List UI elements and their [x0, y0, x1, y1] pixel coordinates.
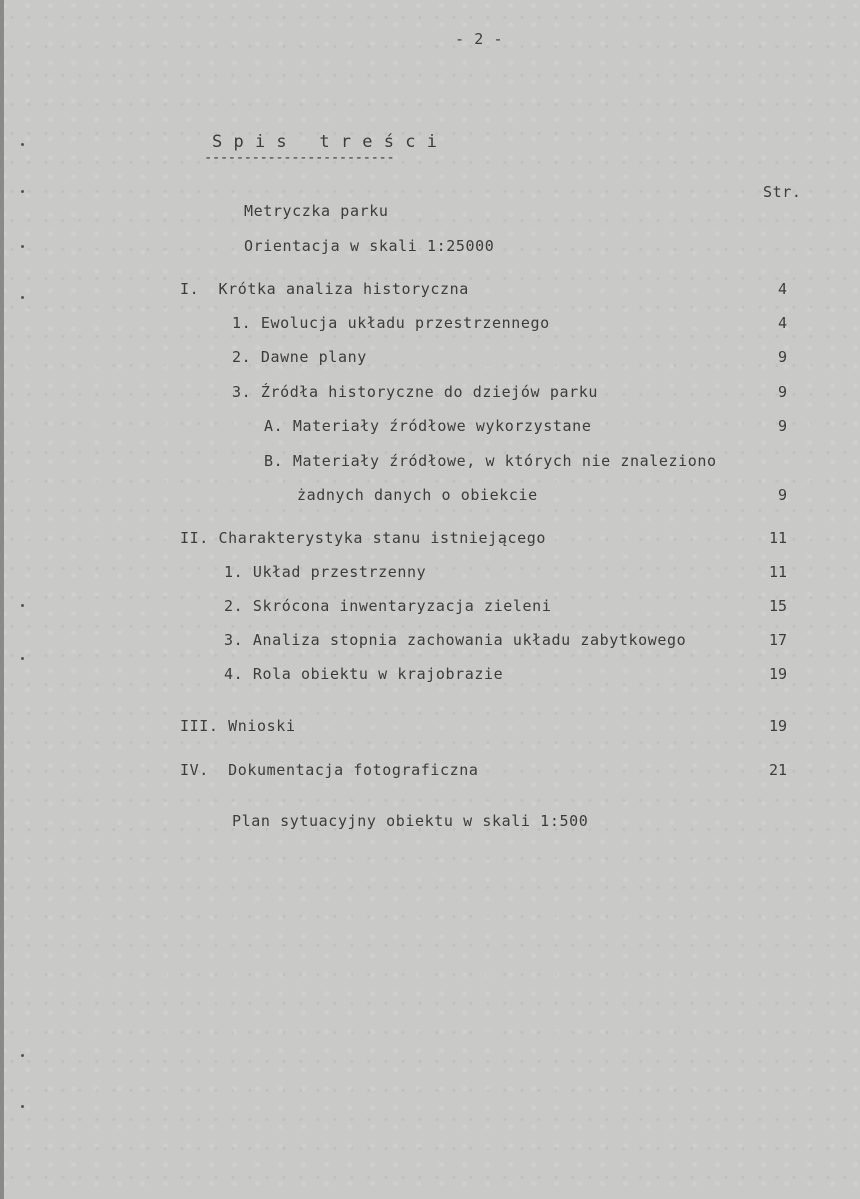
margin-speck — [21, 245, 24, 248]
toc-page-number: 11 — [768, 529, 787, 547]
toc-subsubsection-continued: żadnych danych o obiekcie — [297, 486, 538, 504]
toc-page-number: 11 — [768, 563, 787, 581]
toc-subsection: 2. Dawne plany — [232, 348, 367, 366]
margin-speck — [21, 143, 24, 146]
toc-front-item: Metryczka parku — [244, 202, 389, 220]
toc-subsection: 2. Skrócona inwentaryzacja zieleni — [224, 597, 552, 615]
margin-speck — [21, 1105, 24, 1108]
toc-section: IV. Dokumentacja fotograficzna — [180, 761, 479, 779]
toc-page-number: 21 — [768, 761, 787, 779]
margin-speck — [21, 296, 24, 299]
margin-speck — [21, 657, 24, 660]
toc-title: S p i s t r e ś c i — [212, 132, 438, 152]
toc-subsection: 3. Analiza stopnia zachowania układu zabytkowego — [224, 631, 687, 649]
toc-subsection: 1. Układ przestrzenny — [224, 563, 427, 581]
toc-page-number: 19 — [768, 665, 787, 683]
margin-speck — [21, 604, 24, 607]
toc-page-number: 9 — [777, 486, 787, 504]
toc-page-number: 17 — [768, 631, 787, 649]
toc-page-number: 9 — [777, 348, 787, 366]
toc-subsubsection: B. Materiały źródłowe, w których nie znaleziono — [264, 452, 717, 470]
toc-page-number: 15 — [768, 597, 787, 615]
toc-page-number: 9 — [777, 417, 787, 435]
toc-page-number: 19 — [768, 717, 787, 735]
margin-speck — [21, 1054, 24, 1057]
toc-page-number: 9 — [777, 383, 787, 401]
toc-subsection: 4. Rola obiektu w krajobrazie — [224, 665, 504, 683]
page-column-label: Str. — [763, 183, 802, 201]
toc-footer-item: Plan sytuacyjny obiektu w skali 1:500 — [232, 812, 589, 830]
margin-speck — [21, 190, 24, 193]
toc-subsection: 1. Ewolucja układu przestrzennego — [232, 314, 550, 332]
page-edge — [0, 0, 4, 1199]
toc-page-number: 4 — [777, 280, 787, 298]
toc-subsection: 3. Źródła historyczne do dziejów parku — [232, 383, 598, 401]
toc-page-number: 4 — [777, 314, 787, 332]
toc-subsubsection: A. Materiały źródłowe wykorzystane — [264, 417, 592, 435]
page-number: - 2 - — [455, 30, 504, 48]
toc-section: II. Charakterystyka stanu istniejącego — [180, 529, 546, 547]
toc-section: III. Wnioski — [180, 717, 296, 735]
toc-section: I. Krótka analiza historyczna — [180, 280, 469, 298]
toc-front-item: Orientacja w skali 1:25000 — [244, 237, 495, 255]
toc-title-underline: ------------------------ — [204, 150, 395, 166]
